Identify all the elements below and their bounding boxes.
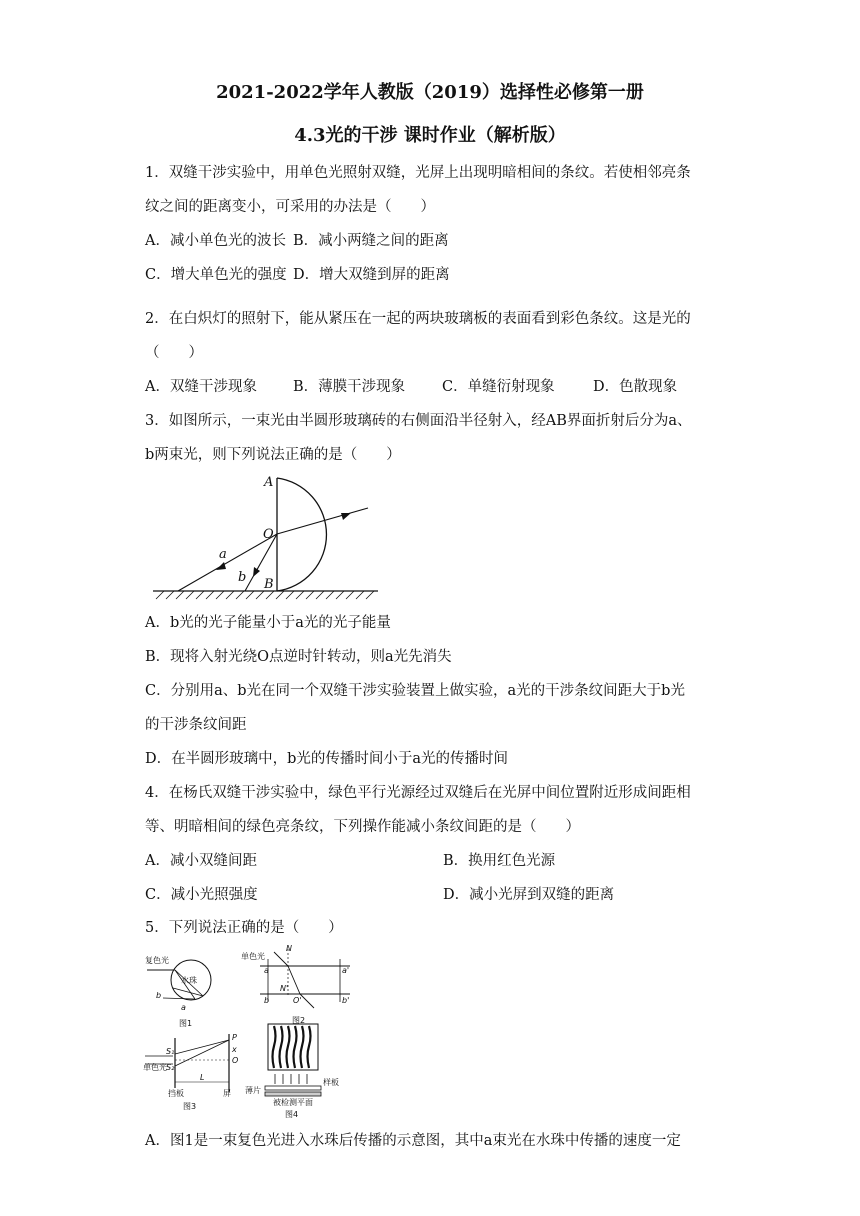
q4-option-b: B．换用红色光源 <box>443 853 556 869</box>
fig1-caption: 图1 <box>179 1019 193 1028</box>
fig1-text-shuizhu: 水珠 <box>181 976 197 985</box>
fig3-label-L: L <box>200 1073 205 1082</box>
q2-option-d: D．色散现象 <box>593 379 678 395</box>
q2-stem-line1: 2．在白炽灯的照射下，能从紧压在一起的两块玻璃板的表面看到彩色条纹。这是光的 <box>145 311 691 327</box>
doc-title-line2: 4.3光的干涉 课时作业（解析版） <box>294 125 566 146</box>
q5-figure-4 <box>243 1020 343 1120</box>
fig3-text-ping: 屏 <box>223 1089 231 1098</box>
q1-option-b: B．减小两缝之间的距离 <box>293 233 449 249</box>
q3-option-a: A．b光的光子能量小于a光的光子能量 <box>145 615 391 631</box>
q1-option-a: A．减小单色光的波长 <box>145 233 286 249</box>
q2-stem-line2: （ ） <box>145 345 203 361</box>
fig4-text-baopian: 薄片 <box>245 1086 261 1095</box>
fig3-caption: 图3 <box>183 1102 197 1111</box>
q4-option-d: D．减小光屏到双缝的距离 <box>443 887 615 903</box>
q5-option-a-partial: A．图1是一束复色光进入水珠后传播的示意图，其中a束光在水珠中传播的速度一定 <box>145 1133 681 1149</box>
q1-option-c: C．增大单色光的强度 <box>145 267 287 283</box>
q2-option-b: B．薄膜干涉现象 <box>293 379 406 395</box>
fig2-label-ap: a' <box>342 966 350 975</box>
fig2-text-danse: 单色光 <box>241 952 265 961</box>
fig2-caption: 图2 <box>292 1016 306 1025</box>
q3-figure <box>148 476 388 606</box>
fig2-label-N: N <box>286 944 292 953</box>
q3-label-A: A <box>264 476 274 490</box>
q4-option-a: A．减小双缝间距 <box>145 853 257 869</box>
q1-stem-line1: 1．双缝干涉实验中，用单色光照射双缝，光屏上出现明暗相间的条纹。若使相邻亮条 <box>145 165 691 181</box>
q5-figure-2 <box>240 944 355 1026</box>
q4-stem-line1: 4．在杨氏双缝干涉实验中，绿色平行光源经过双缝后在光屏中间位置附近形成间距相 <box>145 785 691 801</box>
doc-title-line1: 2021-2022学年人教版（2019）选择性必修第一册 <box>216 82 644 103</box>
q5-stem: 5．下列说法正确的是（ ） <box>145 920 343 936</box>
q3-option-c-line1: C．分别用a、b光在同一个双缝干涉实验装置上做实验，a光的干涉条纹间距大于b光 <box>145 683 685 699</box>
q3-label-O: O <box>263 527 274 542</box>
fig1-label-b: b <box>156 991 162 1000</box>
fig3-text-dangban: 挡板 <box>168 1089 184 1098</box>
q3-option-d: D．在半圆形玻璃中，b光的传播时间小于a光的传播时间 <box>145 751 509 767</box>
q4-stem-line2: 等、明暗相间的绿色亮条纹，下列操作能减小条纹间距的是（ ） <box>145 819 580 835</box>
fig3-label-O: O <box>232 1056 239 1065</box>
fig3-text-danse: 单色光 <box>143 1063 167 1072</box>
fig2-label-b: b <box>264 996 270 1005</box>
q1-option-d: D．增大双缝到屏的距离 <box>293 267 450 283</box>
fig3-label-S2: S₂ <box>166 1063 175 1072</box>
fig2-label-a: a <box>264 966 269 975</box>
fig3-label-S1: S₁ <box>166 1047 175 1056</box>
q3-stem-line2: b两束光，则下列说法正确的是（ ） <box>145 447 401 463</box>
fig1-label-a: a <box>181 1003 186 1012</box>
fig3-label-P: P <box>232 1033 237 1042</box>
q3-option-c-line2: 的干涉条纹间距 <box>145 717 247 733</box>
q2-option-c: C．单缝衍射现象 <box>442 379 555 395</box>
q2-option-a: A．双缝干涉现象 <box>145 379 257 395</box>
fig3-label-x: x <box>232 1045 237 1054</box>
q1-stem-line2: 纹之间的距离变小，可采用的办法是（ ） <box>145 199 435 215</box>
q4-option-c: C．减小光照强度 <box>145 887 258 903</box>
fig2-label-bp: b' <box>342 996 350 1005</box>
q5-figure-1 <box>143 950 233 1030</box>
fig2-label-O: O' <box>293 996 302 1005</box>
q3-stem-line1: 3．如图所示，一束光由半圆形玻璃砖的右侧面沿半径射入，经AB界面折射后分为a、 <box>145 413 692 429</box>
fig1-text-fushe: 复色光 <box>145 956 169 965</box>
q3-label-B: B <box>264 577 274 592</box>
q3-label-a: a <box>219 547 227 562</box>
fig4-caption: 图4 <box>285 1110 299 1119</box>
fig4-text-beijiance: 被检测平面 <box>273 1098 313 1107</box>
q3-label-b: b <box>238 570 247 585</box>
fig4-text-yangban: 样板 <box>323 1078 339 1087</box>
q3-option-b: B．现将入射光绕O点逆时针转动，则a光先消失 <box>145 649 452 665</box>
fig2-label-Np: N' <box>280 984 289 993</box>
q5-figure-3 <box>143 1030 243 1112</box>
